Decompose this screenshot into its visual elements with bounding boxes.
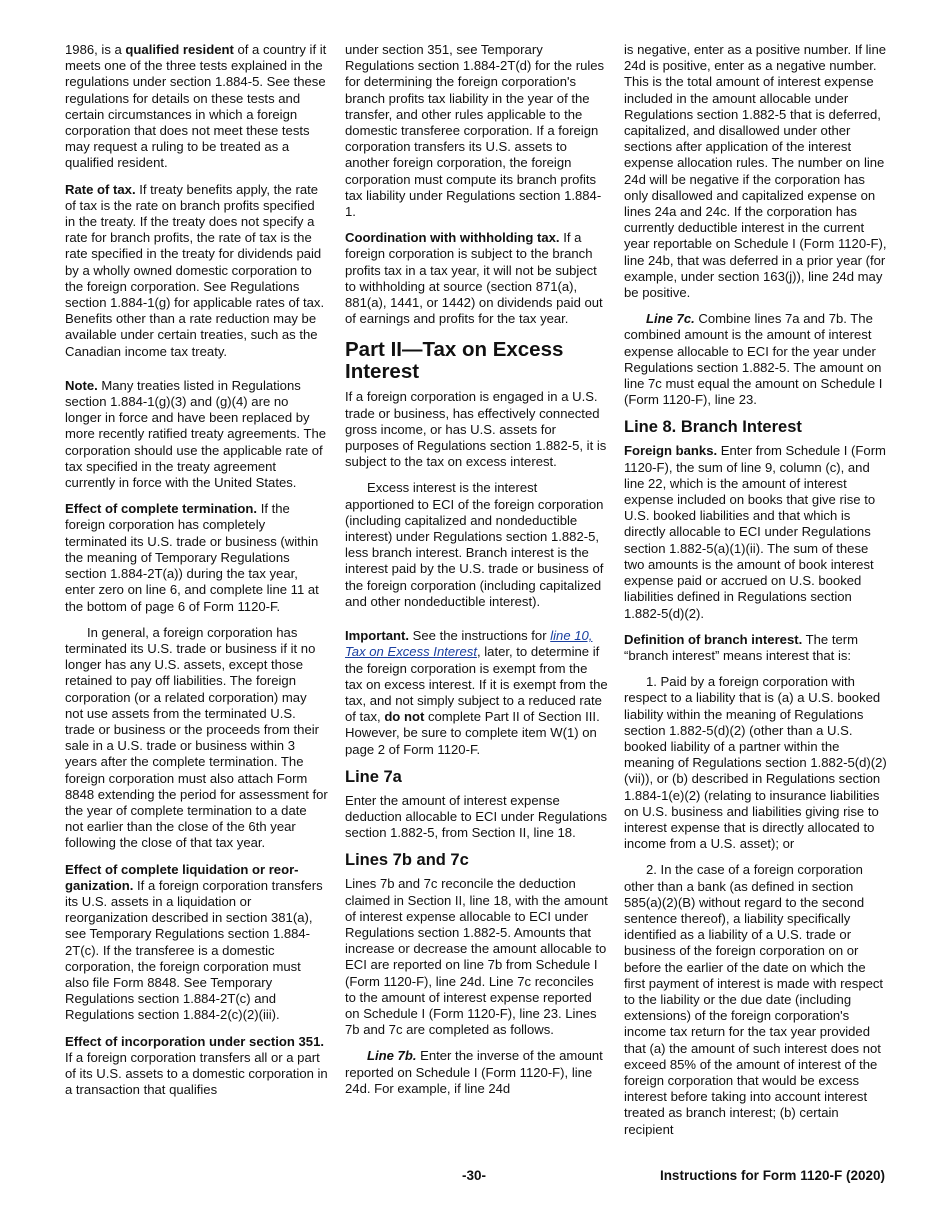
withholding-paragraph: Coordination with withholding tax. If a foreign corporation is subject to the branch profits tax in a tax year, it will not be subject to withholding at source (section 871(a), 881(a), 1441, or 1442) on dividends paid out of earnings and profits for the tax year.: [345, 230, 603, 327]
line-7a-paragraph: Enter the amount of interest expense deduction allocable to ECI under Regulations section 1.882-5, from Section II, line 18.: [345, 792, 608, 841]
form-title: Instructions for Form 1120-F (2020): [659, 1168, 885, 1183]
list-item: 2. In the case of a foreign corporation other than a bank (as defined in section 585(a)(2)(B) without regard to the second sentence thereof), a liability specifically identified as a liability of a U.S. trade or business of the foreign corporation on or before the earlier of the date on which the first payment of interest is made with respect to the liability or the due date (including extensions) of the foreign corporation's income tax return for the tax year provided that (a) the amount of such interest does not exceed 85% of the amount of interest of the foreign corporation that would be excess interest before taking into account interest treated as branch interest; (b) certain recipient: [624, 862, 884, 1137]
important-paragraph: Important. See the instructions for line 10, Tax on Excess Interest, later, to determine if the foreign corporation is exempt from the tax on excess interest. If it is exempt from the tax, and not simply subject to a reduced rate of tax, do not complete Part II of Section III. However, be sure to complete item W(1) on page 2 of Form 1120-F.: [345, 628, 608, 757]
lines-7b-7c-heading: Lines 7b and 7c: [345, 851, 469, 870]
qualified-resident-paragraph: 1986, is a qualified resident of a country if it meets one of the three tests explained in the regulations under section 1.884-5. See these regulations for details on these tests and certain circumstances in which a foreign corporation that does not meet these tests may request a ruling to be treated as a qualified resident.: [65, 42, 327, 171]
list-item: 1. Paid by a foreign corporation with respect to a liability that is (a) a U.S. booked liability within the meaning of Regulations section 1.882-5(d)(2) (other than a U.S. booked liability of a partner within the meaning of Regulations section 1.882-5(d)(2)(vii)), or (b) described in Regulations section 1.884-1(e)(2) (relating to insurance liabilities on U.S. business and liabilities giving rise to interest expense that is directly allocated to income from a U.S. asset); or: [624, 674, 887, 852]
note-paragraph: Note. Many treaties listed in Regulations section 1.884-1(g)(3) and (g)(4) are no longer in force and have been replaced by more recently ratified treaty agreements. The corporation should use the applicable rate of tax specified in the treaty agreement currently in force with the United States.: [65, 377, 327, 491]
line-7b-continuation: is negative, enter as a positive number. If line 24d is positive, enter as a negative number. This is the total amount of interest expense included in the amount allocable under Regulations section 1.882-5 that is deferred, capitalized, and disallowed under other sections after application of the interest expense allocation rules. The number on line 24d will be negative if the corporation has only disallowed and capitalized expense on lines 24a and 24c. If the corporation has currently deductible interest in the current year reportable on Schedule I (Form 1120-F), line 24b, that was deferred in a prior year (for example, under section 163(j)), line 24d may be positive.: [624, 42, 887, 301]
column-left: [65, 42, 328, 1108]
line-7b-heading: Line 7b.: [367, 1048, 417, 1064]
part-ii-heading: Part II—Tax on Excess Interest: [345, 338, 564, 384]
foreign-banks-heading: Foreign banks.: [624, 443, 718, 459]
excess-interest-paragraph: Excess interest is the interest apportioned to ECI of the foreign corporation (including capitalized and nondeductible interest) under Regulations section 1.882-5, less branch interest. Branch interest is the interest paid by the U.S. trade or business of the foreign corporation (including capitalized and other nondeductible interest).: [345, 480, 604, 609]
qualified-resident-term: qualified resident: [125, 42, 234, 57]
part-ii-intro: If a foreign corporation is engaged in a U.S. trade or business, has effectively connected gross income, or has U.S. assets for purposes of Regulations section 1.882-5, it is subject to the tax on excess interest.: [345, 389, 607, 470]
section-351-continuation: under section 351, see Temporary Regulations section 1.884-2T(d) for the rules for determining the foreign corporation's branch profits tax liability in the year of the transfer, and other rules applicable to the domestic transferee corporation. If a foreign corporation transfers its U.S. assets to another foreign corporation, the foreign corporation must compute its branch profits tax liability under Regulations section 1.884-1.: [345, 42, 605, 220]
rate-of-tax-heading: Rate of tax.: [65, 181, 136, 197]
withholding-heading: Coordination with withholding tax.: [345, 230, 560, 246]
foreign-banks-paragraph: Foreign banks. Enter from Schedule I (Form 1120-F), the sum of line 9, column (c), and line 22, which is the amount of interest expense included on books that give rise to U.S. booked liabilities and that which is directly allocable to ECI under Regulations section 1.882-5(a)(1)(ii). The sum of these two amounts is the amount of book interest expense paid or accrued on U.S. booked liabilities defined in Regulations section 1.882-5(d)(2).: [624, 443, 886, 621]
incorporation-heading: Effect of incorporation under section 351.: [65, 1033, 325, 1049]
branch-interest-heading: Definition of branch interest.: [624, 631, 803, 647]
note-heading: Note.: [65, 377, 98, 393]
page-number: -30-: [462, 1168, 487, 1183]
line-7b-paragraph: Line 7b. Enter the inverse of the amount reported on Schedule I (Form 1120-F), line 24d. For example, if line 24d: [345, 1048, 603, 1096]
important-heading: Important.: [345, 628, 410, 644]
liquidation-heading: Effect of complete liquidation or reor-ganization.: [65, 861, 299, 893]
column-middle: [345, 42, 608, 1107]
column-right: [624, 42, 887, 1148]
line-7a-heading: Line 7a: [345, 767, 402, 786]
line-10-link[interactable]: line 10, Tax on Excess Interest: [345, 628, 593, 660]
line-7c-paragraph: Line 7c. Combine lines 7a and 7b. The combined amount is the amount of interest expense allocable to ECI for the year under Regulations section 1.882-5. The amount on line 7c must equal the amount on Schedule I (Form 1120-F), line 23.: [624, 311, 883, 408]
lines-7b-7c-paragraph: Lines 7b and 7c reconcile the deduction claimed in Section II, line 18, with the amount of interest expense allocable to ECI under Regulations section 1.882-5. Amounts that increase or decrease the amount allocable to ECI are reported on line 7b from Schedule I (Form 1120-F), line 24d. Line 7c reconciles to the amount of interest expense reported on Schedule I (Form 1120-F), line 23. Lines 7b and 7c are completed as follows.: [345, 876, 608, 1038]
complete-termination-heading: Effect of complete termination.: [65, 501, 258, 517]
rate-of-tax-paragraph: Rate of tax. If treaty benefits apply, the rate of tax is the rate on branch profits specified in the treaty. If the treaty does not specify a rate for branch profits, the rate of tax is the rate specified in the treaty for dividends paid by a wholly owned domestic corporation to the foreign corporation. See Regulations section 1.884-1(g) for applicable rates of tax. Benefits other than a rate reduction may be available under certain treaties, such as the Canadian income tax treaty.: [65, 181, 325, 359]
liquidation-paragraph: Effect of complete liquidation or reor-ganization. If a foreign corporation transfers its U.S. assets in a liquidation or reorganization described in section 381(a), see Temporary Regulations section 1.884-2T(c). If the transferee is a domestic corporation, the foreign corporation must also file Form 8848. See Temporary Regulations section 1.884-2T(c) and Regulations section 1.884-2(c)(2)(iii).: [65, 861, 323, 1023]
line-7c-heading: Line 7c.: [646, 311, 695, 327]
general-termination-paragraph: In general, a foreign corporation has terminated its U.S. trade or business if it no longer has any U.S. assets, except those retained to pay off liabilities. The foreign corporation (or a related corporation) may not use assets from the terminated U.S. trade or business or the proceeds from their sale in a U.S. trade or business within 3 years after the complete termination. The foreign corporation must also attach Form 8848 extending the period for assessment for the year of complete termination to a date not earlier than the close of the 6th year following the close of that tax year.: [65, 624, 328, 851]
incorporation-paragraph: Effect of incorporation under section 351. If a foreign corporation transfers all or a part of its U.S. assets to a domestic corporation in a transaction that qualifies: [65, 1033, 328, 1098]
branch-interest-definition: Definition of branch interest. The term “branch interest” means interest that is:: [624, 631, 859, 663]
line-8-heading: Line 8. Branch Interest: [624, 418, 802, 437]
complete-termination-paragraph: Effect of complete termination. If the foreign corporation has completely terminated its U.S. trade or business (within the meaning of Temporary Regulations section 1.884-2T(a)) during the tax year, enter zero on line 6, and complete line 11 at the bottom of page 6 of Form 1120-F.: [65, 501, 319, 614]
